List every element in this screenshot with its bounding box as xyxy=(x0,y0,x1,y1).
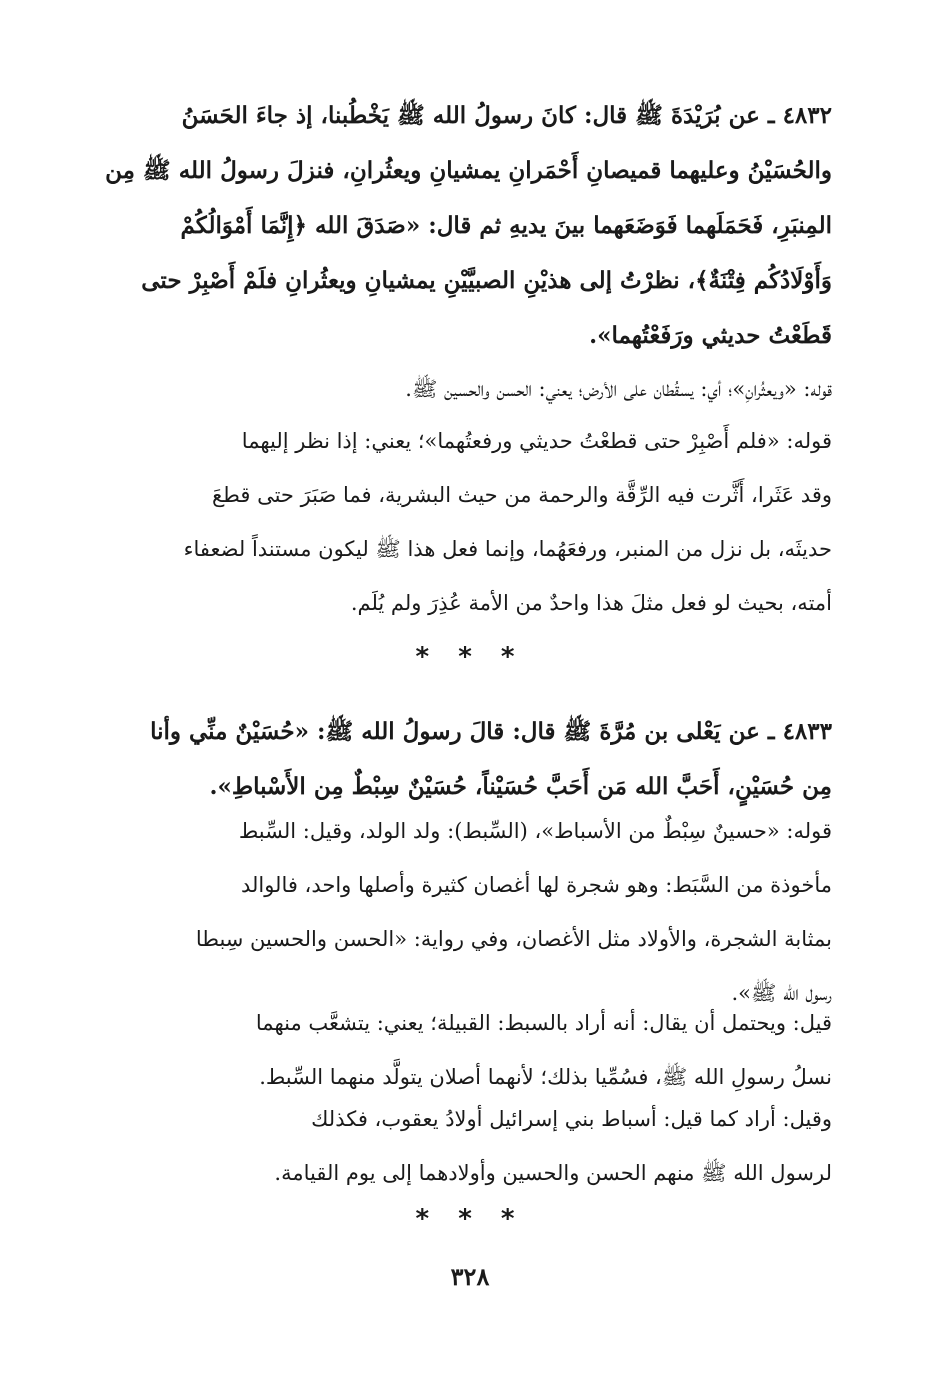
text-line: أمته، بحيث لو فعل مثلَ هذا واحدٌ من الأمة عُذِرَ ولم يُلَم. xyxy=(350,591,832,615)
text-line: ٤٨٣٣ ـ عن يَعْلى بن مُرَّةَ ﷺ قال: قالَ رسولُ الله ﷺ: «حُسَيْنٌ منِّي وأنا xyxy=(150,718,832,745)
text-line: قَطَعْتُ حديثي ورَفَعْتُهما». xyxy=(589,322,832,349)
text-line: مِن حُسَيْنٍ، أَحَبَّ الله مَن أَحَبَّ حُسَيْناً، حُسَيْنٌ سِبْطٌ مِن الأَسْباطِ». xyxy=(209,773,832,800)
text-line: بمثابة الشجرة، والأولاد مثل الأغصان، وفي رواية: «الحسن والحسين سِبطا xyxy=(195,927,832,951)
commentary-4833-c xyxy=(108,1092,832,1200)
text-line: والحُسَيْنُ وعليهما قميصانِ أَحْمَرانِ يمشيانِ ويعثُرانِ، فنزلَ رسولُ الله ﷺ مِن xyxy=(105,157,832,184)
text-line: قوله: «حسينٌ سِبْطٌ من الأسباط»، (السِّبط): ولد الولد، وقيل: السِّبط xyxy=(238,819,832,843)
page-number: ٣٢٨ xyxy=(450,1262,490,1291)
text-line: المِنبَرِ، فَحَمَلَهما فَوَضَعَهما بينَ يديهِ ثم قال: «صَدَقَ الله ﴿إِنَّمَا أَمْوَالُكُمْ xyxy=(180,212,832,239)
text-line: وَأَوْلَادُكُم فِتْنَةٌ﴾، نظرْتُ إلى هذيْنِ الصبيَّيْنِ يمشيانِ ويعثُرانِ فلَمْ أَصْبِرْ حتى xyxy=(141,267,832,294)
text-line: حديثَه، بل نزل من المنبر، ورفعَهُما، وإنما فعل هذا ﷺ ليكون مستنداً لضعفاء xyxy=(183,537,832,561)
commentary-4832-b xyxy=(108,414,832,630)
commentary-4833-b xyxy=(108,996,832,1104)
hadith-4833 xyxy=(108,704,832,814)
commentary-4833-a xyxy=(108,804,832,1020)
text-line: نسلُ رسولِ الله ﷺ، فسُمِّيا بذلك؛ لأنهما أصلان يتولَّد منهما السِّبط. xyxy=(259,1065,832,1089)
text-line: رسول الله ﷺ». xyxy=(731,981,832,1005)
section-divider: * * * xyxy=(415,1204,525,1234)
text-line: مأخوذة من السَّبَط: وهو شجرة لها أغصان كثيرة وأصلها واحد، فالوالد xyxy=(240,873,832,897)
section-divider: * * * xyxy=(415,642,525,672)
text-line: قوله: «فلم أَصْبِرْ حتى قطعْتُ حديثي ورفعتُهما»؛ يعني: إذا نظر إليهما xyxy=(241,429,832,453)
text-line: قوله: «ويعثُرانِ»؛ أي: يسقُطان على الأرض؛ يعني: الحسن والحسين ﷺ. xyxy=(405,377,832,401)
hadith-4832 xyxy=(105,88,832,363)
text-line: ٤٨٣٢ ـ عن بُرَيْدَةَ ﷺ قال: كانَ رسولُ الله ﷺ يَخْطُبنا، إذ جاءَ الحَسَنُ xyxy=(181,102,832,129)
commentary-4832-a xyxy=(108,362,832,416)
text-line: قيل: ويحتمل أن يقال: أنه أراد بالسبط: القبيلة؛ يعني: يتشعَّب منهما xyxy=(255,1011,832,1035)
text-line: وقد عَثَرا، أَثَّرت فيه الرِّقَّة والرحمة من حيث البشرية، فما صَبَرَ حتى قطعَ xyxy=(211,483,832,507)
text-line: لرسول الله ﷺ منهم الحسن والحسين وأولادهما إلى يوم القيامة. xyxy=(274,1161,832,1185)
text-line: وقيل: أراد كما قيل: أسباط بني إسرائيل أولادُ يعقوب، فكذلك xyxy=(311,1107,832,1131)
